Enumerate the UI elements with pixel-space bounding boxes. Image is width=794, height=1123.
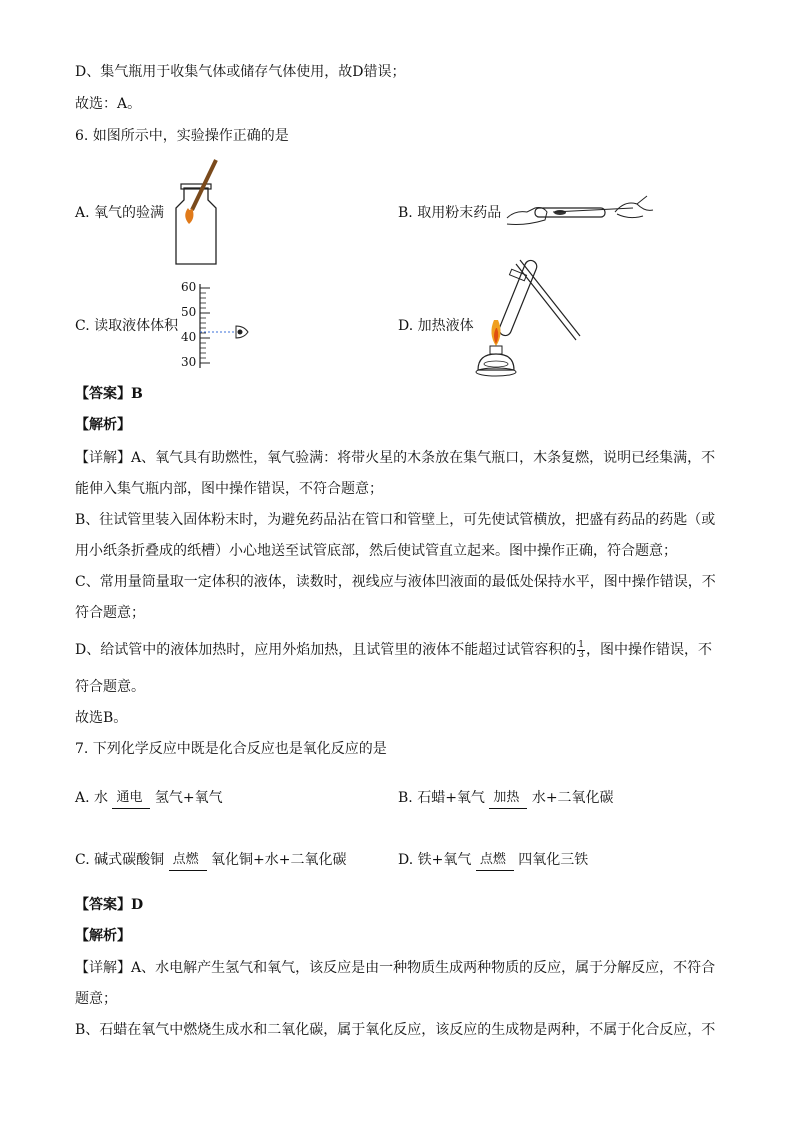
reactant: D. 铁+氧气: [398, 852, 472, 868]
fraction-numerator: 1: [578, 639, 584, 650]
cylinder-tick-30: 30: [181, 355, 197, 369]
detail-6-text: ，图中操作错误，不: [585, 642, 712, 658]
detail-6-line-fraction: [75, 640, 712, 660]
text-line: 故选：A。: [75, 96, 142, 112]
detail-6-line: C、常用量筒量取一定体积的液体，读数时，视线应与液体凹液面的最低处保持水平，图中操作错误，不: [75, 574, 716, 590]
text-line: D、集气瓶用于收集气体或储存气体使用，故D错误；: [75, 64, 406, 80]
fraction-one-third: [577, 641, 585, 660]
reactant: B. 石蜡+氧气: [398, 790, 485, 806]
q7-option-c: [75, 849, 347, 869]
q6-option-c-label: C. 读取液体体积: [75, 318, 179, 334]
detail-6-line: B、往试管里装入固体粉末时，为避免药品沾在管口和管壁上，可先使试管横放，把盛有药品的药匙（或: [75, 512, 716, 528]
product: 氢气+氧气: [154, 790, 223, 806]
analysis-6-heading: 【解析】: [75, 417, 131, 433]
answer-6: 【答案】B: [75, 386, 143, 402]
question-6-stem: 6. 如图所示中，实验操作正确的是: [75, 128, 289, 144]
detail-7-line: B、石蜡在氧气中燃烧生成水和二氧化碳，属于氧化反应，该反应的生成物是两种，不属于化合反应，不: [75, 1022, 716, 1038]
detail-6-line: 符合题意。: [75, 679, 145, 695]
detail-6-line: 符合题意；: [75, 605, 145, 621]
fraction-denominator: 3: [578, 649, 584, 660]
reaction-condition: 通电: [116, 790, 143, 805]
analysis-7-heading: 【解析】: [75, 928, 131, 944]
reaction-condition: 点燃: [479, 852, 506, 867]
reaction-condition: 点燃: [172, 852, 199, 867]
q7-option-b: [398, 787, 614, 807]
answer-7: 【答案】D: [75, 897, 144, 913]
detail-6-line: 能伸入集气瓶内部，图中操作错误，不符合题意；: [75, 481, 383, 497]
q6-option-b-label: B. 取用粉末药品: [398, 205, 502, 221]
q7-option-d: [398, 849, 588, 869]
product: 氧化铜+水+二氧化碳: [211, 852, 347, 868]
detail-7-line: 题意；: [75, 991, 117, 1007]
detail-6-line: 【详解】A、氧气具有助燃性，氧气验满：将带火星的木条放在集气瓶口，木条复燃，说明已经集满，不: [75, 450, 716, 466]
cylinder-tick-60: 60: [181, 280, 197, 294]
selection-6: 故选B。: [75, 710, 128, 726]
product: 水+二氧化碳: [531, 790, 614, 806]
q6-option-d-label: D. 加热液体: [398, 318, 474, 334]
detail-7-line: 【详解】A、水电解产生氢气和氧气，该反应是由一种物质生成两种物质的反应，属于分解反应，不符合: [75, 960, 716, 976]
detail-6-line: 用小纸条折叠成的纸槽）小心地送至试管底部，然后使试管直立起来。图中操作正确，符合题意；: [75, 543, 677, 559]
alcohol-lamp-heating-figure: [472, 250, 582, 382]
cylinder-tick-50: 50: [181, 305, 197, 319]
reactant: A. 水: [75, 790, 109, 806]
reaction-condition: 加热: [493, 790, 520, 805]
powder-test-tube-figure: [505, 190, 655, 232]
detail-6-text: D、给试管中的液体加热时，应用外焰加热，且试管里的液体不能超过试管容积的: [75, 642, 577, 658]
q7-option-a: [75, 787, 223, 807]
q6-option-a-label: A. 氧气的验满: [75, 205, 165, 221]
cylinder-tick-40: 40: [181, 330, 197, 344]
gas-bottle-figure: [170, 158, 230, 268]
question-7-stem: 7. 下列化学反应中既是化合反应也是氧化反应的是: [75, 741, 387, 757]
reactant: C. 碱式碳酸铜: [75, 852, 165, 868]
product: 四氧化三铁: [518, 852, 589, 868]
